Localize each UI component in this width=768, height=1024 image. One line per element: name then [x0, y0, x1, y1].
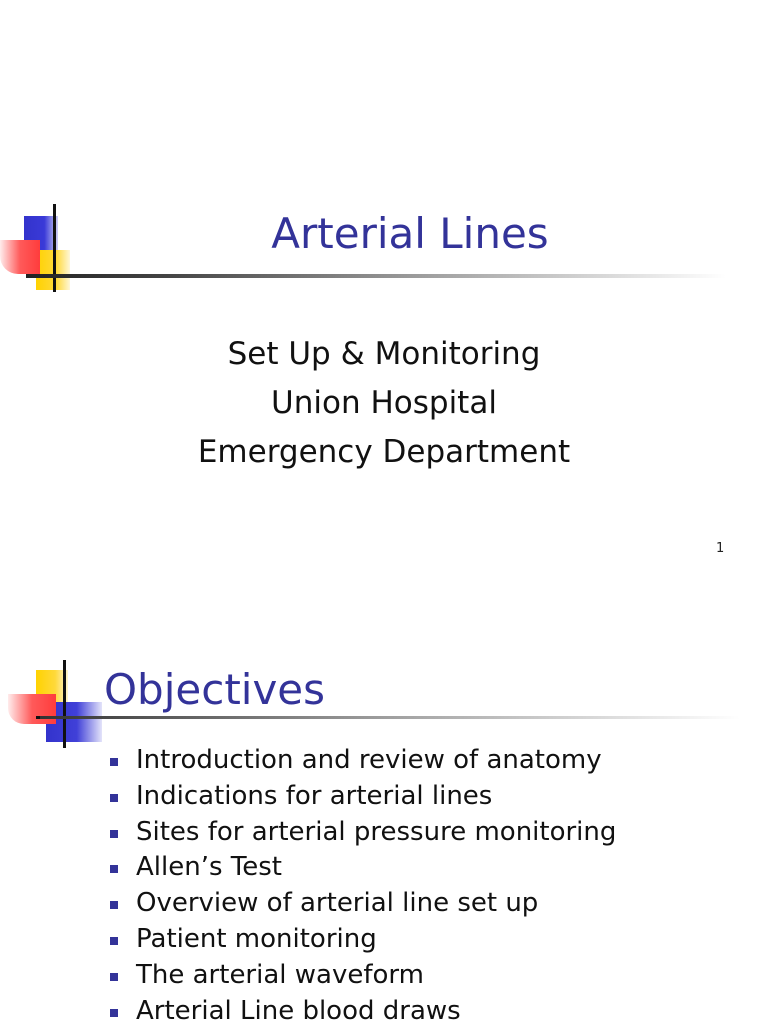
- slide-subtitle: [84, 330, 684, 477]
- list-item-text: Introduction and review of anatomy: [136, 745, 602, 775]
- list-item-text: Allen’s Test: [136, 852, 282, 883]
- list-item: [110, 921, 616, 957]
- title-divider: [26, 274, 726, 278]
- list-item: [110, 957, 616, 993]
- objectives-list: [110, 742, 616, 1024]
- square-bullet-icon: [110, 973, 118, 981]
- subtitle-line: Union Hospital: [271, 385, 497, 421]
- square-bullet-icon: [110, 794, 118, 802]
- list-item-text: Overview of arterial line set up: [136, 888, 539, 919]
- page-number: 1: [716, 541, 725, 556]
- logo-vertical-line: [63, 660, 66, 748]
- slide-logo-icon: [0, 656, 110, 756]
- list-item: [110, 885, 616, 921]
- square-bullet-icon: [110, 830, 118, 838]
- list-item: [110, 778, 616, 814]
- slide-logo-icon: [0, 200, 110, 300]
- list-item-text: Sites for arterial pressure monitoring: [136, 816, 617, 847]
- list-item-text: The arterial waveform: [136, 959, 424, 990]
- slide-title: Arterial Lines: [271, 209, 549, 258]
- slide-2: [0, 580, 768, 1024]
- subtitle-line: Set Up & Monitoring: [227, 336, 541, 372]
- list-item: [110, 742, 616, 778]
- list-item: [110, 849, 616, 885]
- square-bullet-icon: [110, 937, 118, 945]
- square-bullet-icon: [110, 865, 118, 873]
- square-bullet-icon: [110, 1009, 118, 1017]
- logo-red-square: [0, 240, 40, 274]
- list-item-text: Patient monitoring: [136, 923, 377, 954]
- square-bullet-icon: [110, 901, 118, 909]
- subtitle-line: Emergency Department: [197, 434, 571, 470]
- logo-red-square: [8, 694, 56, 724]
- square-bullet-icon: [110, 758, 118, 766]
- list-item: [110, 814, 616, 850]
- logo-vertical-line: [53, 204, 56, 292]
- list-item-text: Arterial Line blood draws: [136, 995, 461, 1024]
- list-item: [110, 993, 616, 1024]
- list-item-text: Indications for arterial lines: [136, 780, 493, 811]
- slide-title: Objectives: [104, 665, 326, 714]
